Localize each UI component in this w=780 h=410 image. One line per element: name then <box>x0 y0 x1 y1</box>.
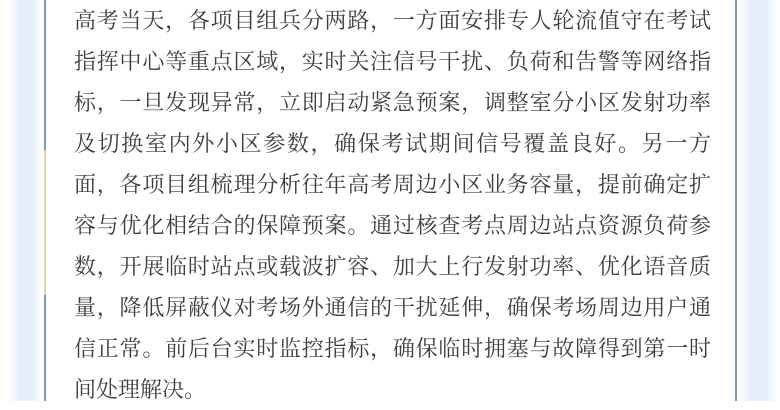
article-paragraph: 高考当天，各项目组兵分两路，一方面安排专人轮流值守在考试指挥中心等重点区域，实时关注信号干扰、负荷和告警等网络指标，一旦发现异常，立即启动紧急预案，调整室分小区发射功率及切换室内外小区参数，确保考试期间信号覆盖良好。另一方面，各项目组梳理分析往年高考周边小区业务容量，提前确定扩容与优化相结合的保障预案。通过核查考点周边站点资源负荷参数，开展临时站点或载波扩容、加大上行发射功率、优化语音质量，降低屏蔽仪对考场外通信的干扰延伸，确保考场周边用户通信正常。前后台实时监控指标，确保临时拥塞与故障得到第一时间处理解决。 <box>74 8 711 402</box>
card-left-border-top <box>44 0 46 150</box>
card-left-border-marker <box>44 150 46 295</box>
right-glow-band <box>740 0 778 401</box>
content-card <box>44 0 737 401</box>
left-glow-band <box>9 0 41 401</box>
card-left-border-bottom <box>44 295 46 401</box>
